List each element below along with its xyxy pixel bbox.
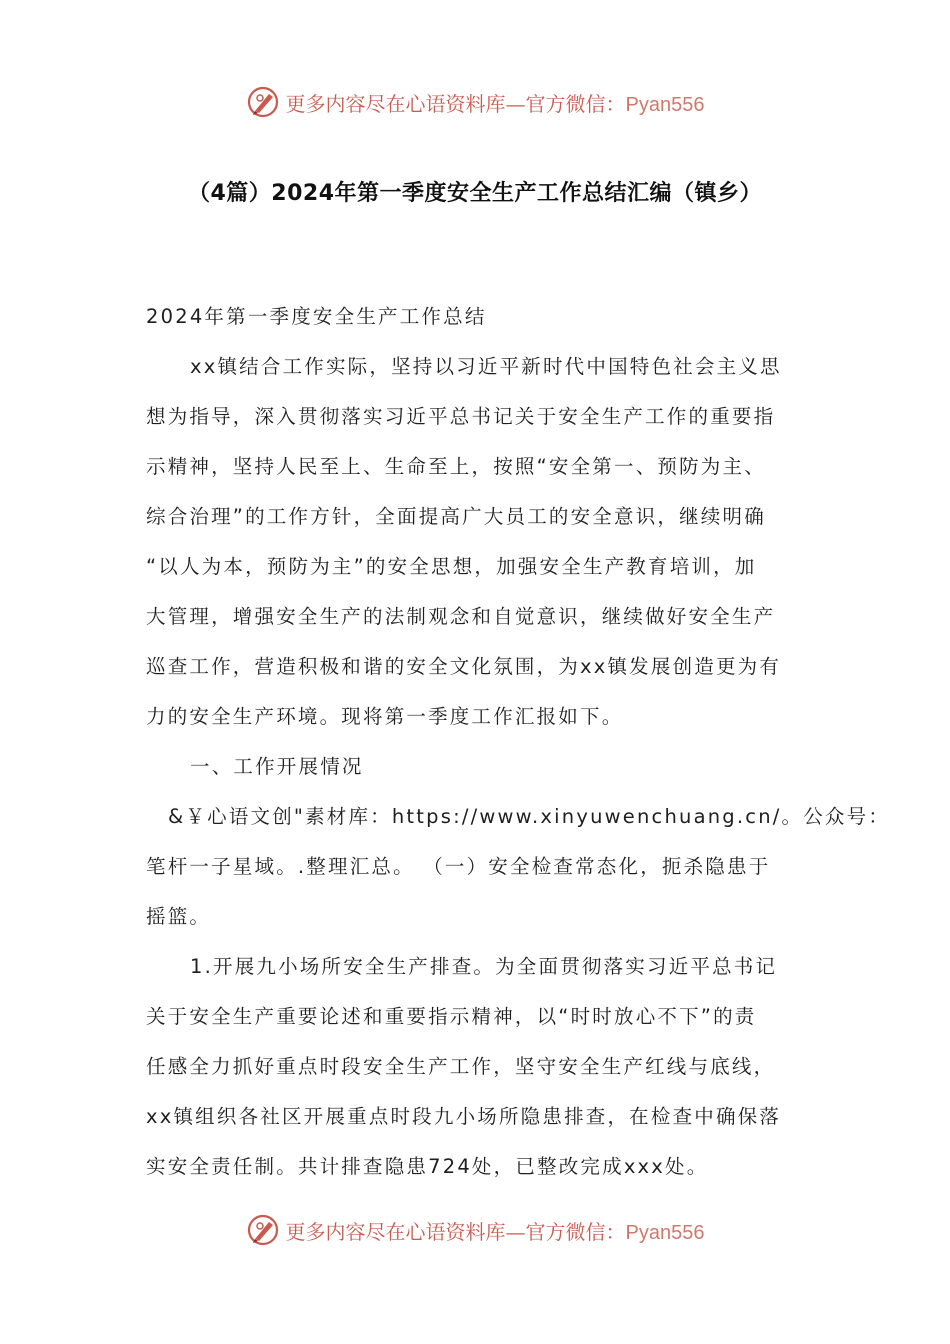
watermark-text: 更多内容尽在心语资料库—官方微信：Pyan556 [285, 1219, 705, 1244]
document-body [146, 292, 891, 1192]
paragraph-line: 1.开展九小场所安全生产排查。为全面贯彻落实习近平总书记 [190, 955, 778, 978]
watermark-footer [0, 1210, 950, 1250]
paragraph-line: 实安全责任制。共计排查隐患724处，已整改完成xxx处。 [146, 1155, 709, 1178]
paragraph-line: 想为指导，深入贯彻落实习近平总书记关于安全生产工作的重要指 [146, 405, 776, 428]
watermark-text: 更多内容尽在心语资料库—官方微信：Pyan556 [285, 91, 705, 116]
document-title: （4篇）2024年第一季度安全生产工作总结汇编（镇乡） [187, 181, 763, 206]
pen-logo-icon [246, 1213, 280, 1247]
paragraph-line: 综合治理”的工作方针，全面提高广大员工的安全意识，继续明确 [146, 505, 766, 528]
paragraph-line: xx镇结合工作实际，坚持以习近平新时代中国特色社会主义思 [190, 355, 782, 378]
section-heading: 2024年第一季度安全生产工作总结 [146, 305, 487, 328]
section-heading: 一、工作开展情况 [190, 755, 364, 778]
paragraph-line: 关于安全生产重要论述和重要指示精神，以“时时放心不下”的责 [146, 1005, 757, 1028]
paragraph-line: 力的安全生产环境。现将第一季度工作汇报如下。 [146, 705, 624, 728]
paragraph-line: xx镇组织各社区开展重点时段九小场所隐患排查，在检查中确保落 [146, 1105, 782, 1128]
paragraph-line: 巡查工作，营造积极和谐的安全文化氛围，为xx镇发展创造更为有 [146, 655, 782, 678]
paragraph-line: 任感全力抓好重点时段安全生产工作，坚守安全生产红线与底线， [146, 1055, 776, 1078]
paragraph-line: 笔杆一子星域。.整理汇总。 （一）安全检查常态化，扼杀隐患于 [146, 855, 771, 878]
paragraph-line: 摇篮。 [146, 905, 212, 928]
watermark-wechat-id: Pyan556 [625, 93, 705, 116]
pen-logo-icon [246, 85, 280, 119]
source-note-line: &￥心语文创"素材库：https://www.xinyuwenchuang.cn/。公众号： [168, 805, 891, 828]
paragraph-line: 大管理，增强安全生产的法制观念和自觉意识，继续做好安全生产 [146, 605, 776, 628]
paragraph-line: “以人为本，预防为主”的安全思想，加强安全生产教育培训，加 [146, 555, 757, 578]
watermark-header [0, 82, 950, 122]
paragraph-line: 示精神，坚持人民至上、生命至上，按照“安全第一、预防为主、 [146, 455, 766, 478]
watermark-wechat-id: Pyan556 [625, 1221, 705, 1244]
